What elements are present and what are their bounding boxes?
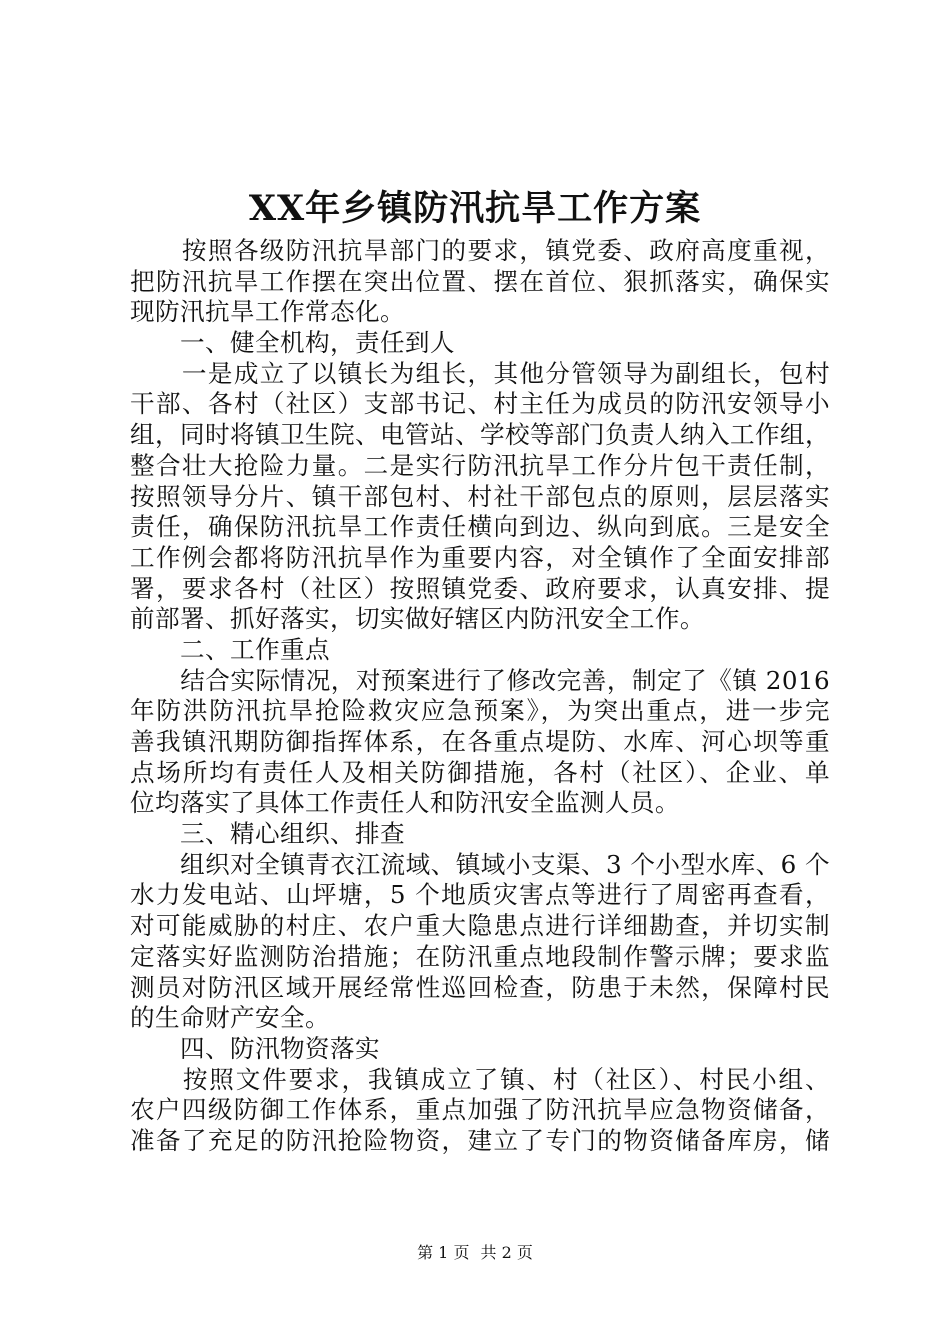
- text-line: 按照各级防汛抗旱部门的要求，镇党委、政府高度重视，: [130, 236, 830, 265]
- text-line: 农户四级防御工作体系，重点加强了防汛抗旱应急物资储备，: [130, 1095, 830, 1125]
- text-line: 一、健全机构，责任到人: [130, 328, 455, 358]
- text-line: 对可能威胁的村庄、农户重大隐患点进行详细勘查，并切实制: [130, 911, 830, 941]
- text-line: 干部、各村（社区）支部书记、村主任为成员的防汛安领导小: [130, 389, 830, 419]
- page-total: 共 2 页: [480, 1243, 533, 1262]
- text-line: 三、精心组织、排查: [130, 819, 405, 849]
- text-line: 测员对防汛区域开展经常性巡回检查，防患于未然，保障村民: [130, 972, 830, 1002]
- text-line: 四、防汛物资落实: [130, 1033, 380, 1063]
- document-title: XX年乡镇防汛抗旱工作方案: [248, 188, 702, 229]
- text-line: 点场所均有责任人及相关防御措施，各村（社区）、企业、单: [130, 757, 830, 787]
- text-line: 年防洪防汛抗旱抢险救灾应急预案》，为突出重点，进一步完: [130, 696, 830, 726]
- text-line: 署，要求各村（社区）按照镇党委、政府要求，认真安排、提: [130, 573, 830, 603]
- text-line: 二、工作重点: [130, 634, 330, 664]
- text-line: 按照文件要求，我镇成立了镇、村（社区）、村民小组、: [130, 1064, 830, 1094]
- text-line: 前部署、抓好落实，切实做好辖区内防汛安全工作。: [130, 604, 705, 634]
- text-line: 按照领导分片、镇干部包村、村社干部包点的原则，层层落实: [130, 481, 830, 511]
- text-line: 一是成立了以镇长为组长，其他分管领导为副组长，包村: [130, 358, 830, 388]
- text-line: 位均落实了具体工作责任人和防汛安全监测人员。: [130, 788, 680, 818]
- text-line: 结合实际情况，对预案进行了修改完善，制定了《镇 2016: [130, 665, 830, 695]
- text-line: 组，同时将镇卫生院、电管站、学校等部门负责人纳入工作组，: [130, 420, 830, 450]
- text-line: 组织对全镇青衣江流域、镇域小支渠、3 个小型水库、6 个: [130, 849, 830, 879]
- document-body: [130, 236, 830, 1157]
- text-line: 水力发电站、山坪塘，5 个地质灾害点等进行了周密再查看，: [130, 880, 830, 910]
- text-line: 现防汛抗旱工作常态化。: [130, 297, 405, 327]
- text-line: 整合壮大抢险力量。二是实行防汛抗旱工作分片包干责任制，: [130, 450, 830, 480]
- text-line: 定落实好监测防治措施；在防汛重点地段制作警示牌；要求监: [130, 941, 830, 971]
- text-line: 工作例会都将防汛抗旱作为重要内容，对全镇作了全面安排部: [130, 542, 830, 572]
- text-line: 善我镇汛期防御指挥体系，在各重点堤防、水库、河心坝等重: [130, 727, 830, 756]
- text-line: 把防汛抗旱工作摆在突出位置、摆在首位、狠抓落实，确保实: [130, 266, 830, 296]
- page-number: 第 1 页: [417, 1243, 470, 1262]
- text-line: 准备了充足的防汛抢险物资，建立了专门的物资储备库房，储: [130, 1125, 830, 1155]
- text-line: 的生命财产安全。: [130, 1003, 330, 1033]
- page-footer: [0, 1241, 950, 1265]
- text-line: 责任，确保防汛抗旱工作责任横向到边、纵向到底。三是安全: [130, 512, 830, 542]
